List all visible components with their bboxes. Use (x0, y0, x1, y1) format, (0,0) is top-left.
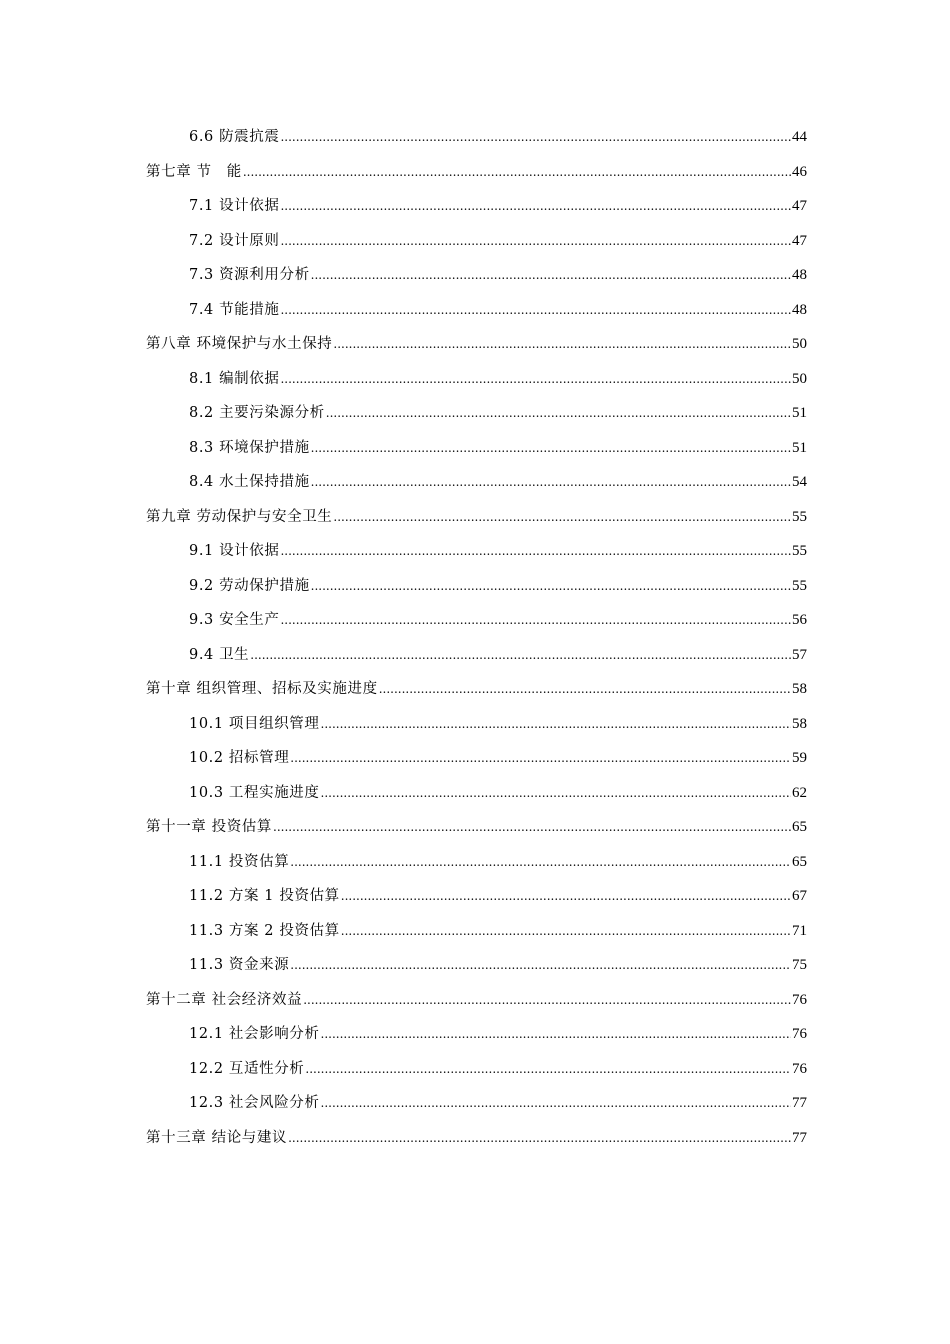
toc-entry-title: 10.1 项目组织管理 (189, 715, 320, 732)
toc-entry-title: 10.3 工程实施进度 (189, 784, 320, 801)
toc-entry-8-1[interactable] (146, 362, 807, 397)
toc-entry-7-3[interactable] (146, 258, 807, 293)
toc-entry-8-2[interactable] (146, 396, 807, 431)
toc-entry-title: 6.6 防震抗震 (189, 129, 280, 145)
toc-entry-title: 第十二章 社会经济效益 (146, 991, 303, 1008)
toc-entry-title: 第九章 劳动保护与安全卫生 (146, 508, 333, 525)
toc-dot-leader (311, 569, 791, 604)
toc-entry-title: 7.4 节能措施 (189, 301, 280, 318)
toc-entry-page: 59 (792, 750, 807, 766)
toc-entry-title: 第十三章 结论与建议 (146, 1129, 288, 1146)
toc-entry-page: 76 (792, 991, 807, 1008)
toc-entry-title: 11.3 方案 2 投资估算 (189, 922, 340, 939)
toc-dot-leader (288, 1121, 791, 1156)
toc-entry-8-4[interactable] (146, 465, 807, 500)
toc-dot-leader (290, 948, 791, 983)
toc-entry-10-3[interactable] (146, 776, 807, 811)
toc-entry-title: 11.3 资金来源 (189, 957, 290, 973)
toc-dot-leader (321, 1086, 792, 1121)
toc-entry-chapter-13[interactable] (146, 1121, 807, 1156)
toc-entry-page: 55 (792, 508, 807, 525)
toc-entry-page: 51 (792, 405, 807, 421)
toc-dot-leader (280, 362, 791, 397)
toc-entry-page: 77 (792, 1095, 807, 1111)
toc-entry-title: 11.2 方案 1 投资估算 (189, 888, 340, 904)
toc-entry-page: 67 (792, 888, 807, 904)
toc-entry-title: 9.2 劳动保护措施 (189, 577, 310, 594)
toc-entry-title: 9.1 设计依据 (189, 543, 280, 559)
toc-entry-title: 7.3 资源利用分析 (189, 267, 310, 283)
toc-entry-chapter-9[interactable] (146, 500, 807, 535)
toc-entry-11-1[interactable] (146, 845, 807, 880)
toc-entry-page: 65 (792, 853, 807, 870)
toc-entry-page: 54 (792, 474, 807, 490)
toc-entry-title: 8.1 编制依据 (189, 370, 280, 387)
toc-entry-title: 第十一章 投资估算 (146, 819, 273, 835)
toc-dot-leader (305, 1052, 791, 1087)
toc-entry-title: 8.3 环境保护措施 (189, 439, 310, 456)
toc-dot-leader (280, 120, 791, 155)
toc-entry-7-4[interactable] (146, 293, 807, 328)
toc-entry-page: 65 (792, 819, 807, 835)
toc-entry-page: 76 (792, 1060, 807, 1077)
toc-dot-leader (280, 189, 791, 224)
toc-entry-7-2[interactable] (146, 224, 807, 259)
toc-entry-page: 62 (792, 784, 807, 801)
toc-dot-leader (321, 776, 792, 811)
toc-entry-page: 76 (792, 1026, 807, 1042)
toc-dot-leader (326, 396, 791, 431)
toc-entry-page: 48 (792, 301, 807, 318)
toc-entry-11-2[interactable] (146, 879, 807, 914)
toc-entry-12-1[interactable] (146, 1017, 807, 1052)
toc-dot-leader (273, 810, 791, 845)
toc-dot-leader (303, 983, 791, 1018)
toc-dot-leader (321, 707, 792, 742)
toc-entry-title: 8.2 主要污染源分析 (189, 405, 325, 421)
toc-entry-page: 75 (792, 957, 807, 973)
toc-entry-title: 第七章 节 能 (146, 163, 242, 180)
toc-entry-11-3[interactable] (146, 914, 807, 949)
toc-entry-7-1[interactable] (146, 189, 807, 224)
toc-dot-leader (250, 638, 791, 673)
toc-entry-page: 58 (792, 681, 807, 697)
toc-entry-9-4[interactable] (146, 638, 807, 673)
toc-entry-9-2[interactable] (146, 569, 807, 604)
toc-entry-page: 51 (792, 439, 807, 456)
toc-entry-chapter-7[interactable] (146, 155, 807, 190)
toc-entry-page: 44 (792, 129, 807, 145)
toc-entry-page: 47 (792, 198, 807, 214)
toc-entry-page: 55 (792, 577, 807, 594)
toc-entry-chapter-10[interactable] (146, 672, 807, 707)
toc-entry-title: 12.2 互适性分析 (189, 1060, 305, 1077)
toc-entry-chapter-8[interactable] (146, 327, 807, 362)
toc-entry-10-1[interactable] (146, 707, 807, 742)
toc-entry-page: 57 (792, 646, 807, 663)
toc-dot-leader (311, 258, 791, 293)
toc-dot-leader (290, 845, 791, 880)
toc-entry-title: 8.4 水土保持措施 (189, 474, 310, 490)
toc-dot-leader (341, 879, 791, 914)
toc-entry-title: 9.3 安全生产 (189, 612, 280, 628)
toc-entry-page: 58 (792, 715, 807, 732)
toc-entry-9-3[interactable] (146, 603, 807, 638)
toc-dot-leader (341, 914, 791, 949)
toc-entry-12-2[interactable] (146, 1052, 807, 1087)
toc-dot-leader (243, 155, 791, 190)
toc-dot-leader (280, 603, 791, 638)
toc-entry-page: 71 (792, 922, 807, 939)
toc-entry-title: 第十章 组织管理、招标及实施进度 (146, 681, 378, 697)
table-of-contents (146, 120, 807, 1155)
toc-dot-leader (290, 741, 791, 776)
toc-entry-page: 47 (792, 232, 807, 249)
toc-entry-title: 11.1 投资估算 (189, 853, 290, 870)
toc-entry-title: 9.4 卫生 (189, 646, 250, 663)
toc-dot-leader (311, 431, 791, 466)
toc-entry-11-3-funding[interactable] (146, 948, 807, 983)
toc-entry-page: 48 (792, 267, 807, 283)
toc-dot-leader (280, 293, 791, 328)
toc-entry-10-2[interactable] (146, 741, 807, 776)
toc-entry-8-3[interactable] (146, 431, 807, 466)
toc-entry-6-6[interactable] (146, 120, 807, 155)
toc-entry-12-3[interactable] (146, 1086, 807, 1121)
toc-entry-chapter-11[interactable] (146, 810, 807, 845)
toc-entry-page: 46 (792, 163, 807, 180)
toc-dot-leader (379, 672, 791, 707)
toc-entry-page: 50 (792, 336, 807, 352)
toc-dot-leader (321, 1017, 792, 1052)
toc-dot-leader (280, 534, 791, 569)
toc-entry-title: 12.1 社会影响分析 (189, 1026, 320, 1042)
toc-entry-title: 7.1 设计依据 (189, 198, 280, 214)
toc-dot-leader (311, 465, 791, 500)
toc-entry-page: 50 (792, 370, 807, 387)
toc-entry-title: 10.2 招标管理 (189, 750, 290, 766)
toc-entry-page: 56 (792, 612, 807, 628)
toc-entry-title: 第八章 环境保护与水土保持 (146, 336, 333, 352)
toc-dot-leader (333, 327, 791, 362)
toc-entry-9-1[interactable] (146, 534, 807, 569)
toc-entry-page: 77 (792, 1129, 807, 1146)
toc-dot-leader (280, 224, 791, 259)
toc-dot-leader (333, 500, 791, 535)
toc-entry-chapter-12[interactable] (146, 983, 807, 1018)
toc-entry-title: 12.3 社会风险分析 (189, 1095, 320, 1111)
toc-entry-page: 55 (792, 543, 807, 559)
toc-entry-title: 7.2 设计原则 (189, 232, 280, 249)
